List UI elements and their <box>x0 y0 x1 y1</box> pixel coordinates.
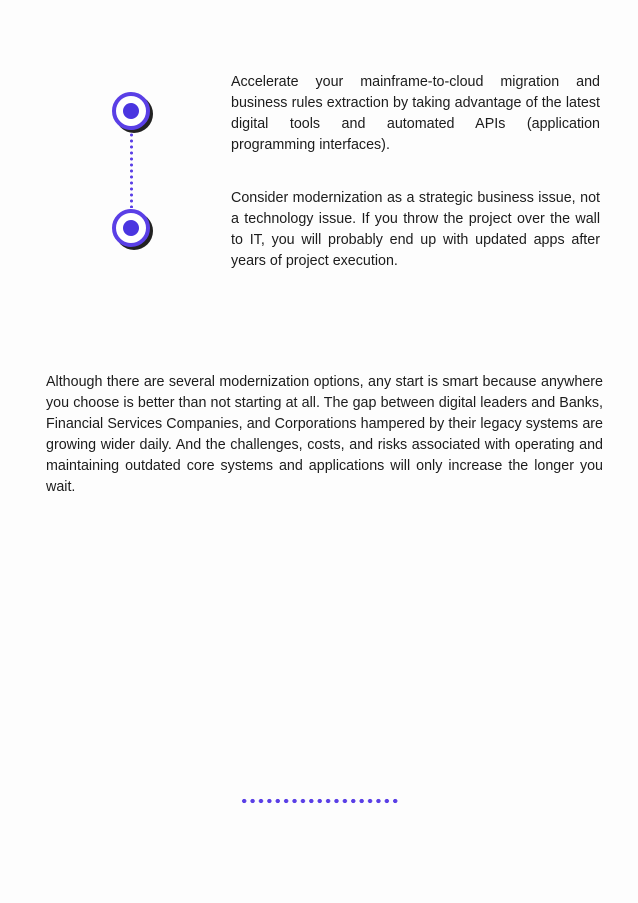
timeline-node-icon <box>112 209 150 247</box>
timeline-dotted-connector <box>130 132 133 208</box>
paragraph-main: Although there are several modernization options, any start is smart because anywhere you choose is better than not starting at all. The gap between digital leaders and Banks, Financial Services Companies, and Corporations hampered by their legacy systems are growing wider daily. And the challenges, costs, and risks associated with operating and maintaining outdated core systems and applications will only increase the longer you wait. <box>46 374 603 495</box>
timeline <box>112 90 154 250</box>
paragraph-migration: Accelerate your mainframe-to-cloud migration and business rules extraction by taking advantage of the latest digital tools and automated APIs (application programming interfaces). <box>231 74 600 153</box>
dotted-divider <box>240 798 400 804</box>
paragraph-strategy: Consider modernization as a strategic business issue, not a technology issue. If you throw the project over the wall to IT, you will probably end up with updated apps after years of project execution. <box>231 190 600 269</box>
timeline-node-icon <box>112 92 150 130</box>
